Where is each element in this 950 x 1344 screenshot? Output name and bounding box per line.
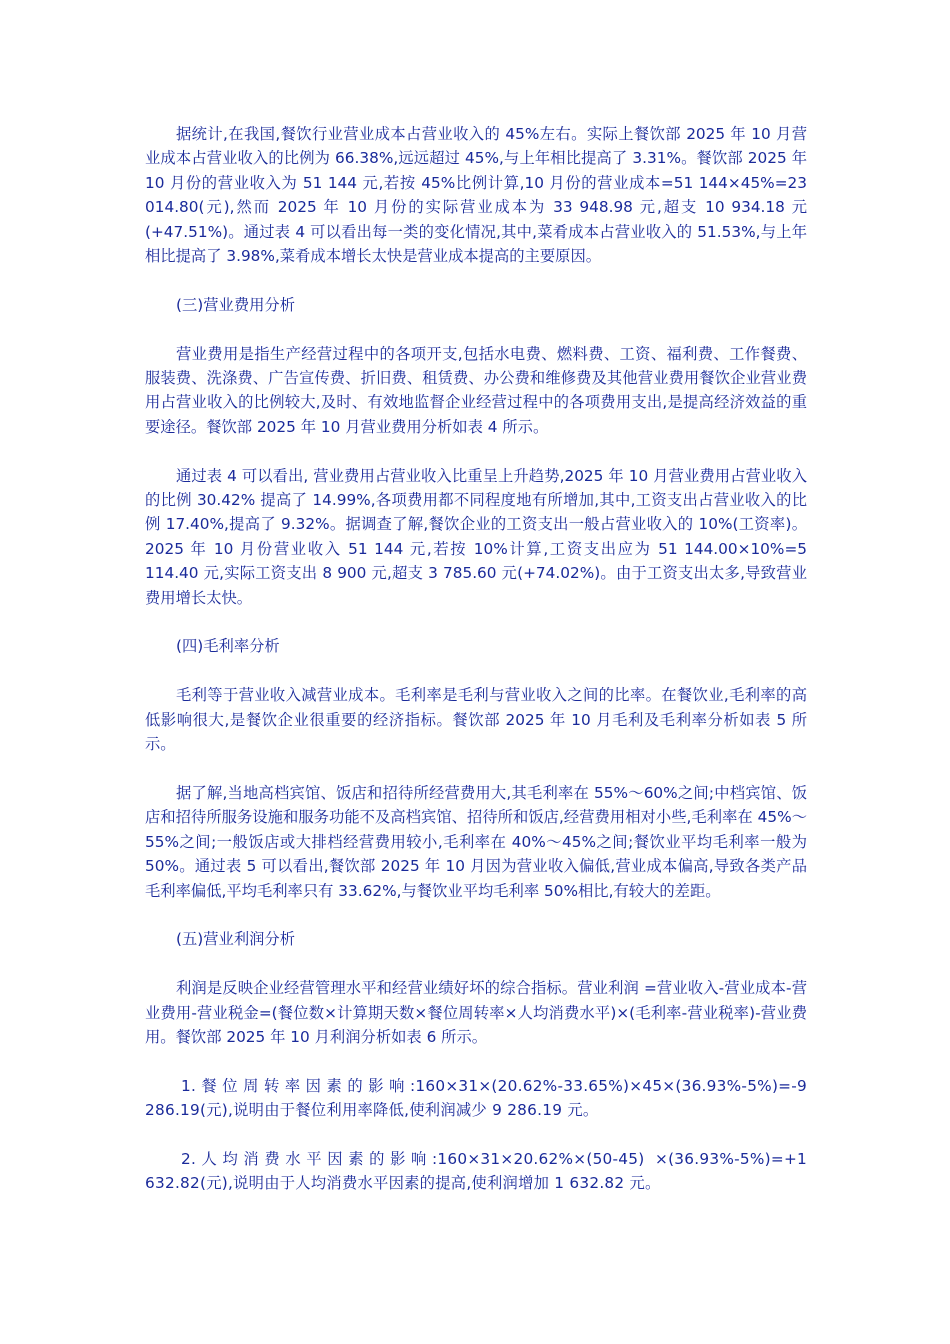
- list-item-seat-turnover-factor: 1.餐位周转率因素的影响:160×31×(20.62%-33.65%)×45×(36.93%-5%)=-9 286.19(元),说明由于餐位利用率降低,使利润减少 9 286.19 元。: [145, 1076, 807, 1120]
- section-heading-gross-margin: (四)毛利率分析: [176, 637, 280, 656]
- section-heading-operating-expenses: (三)营业费用分析: [176, 295, 296, 314]
- section-heading-operating-profit: (五)营业利润分析: [176, 930, 296, 949]
- paragraph-cost-analysis: 据统计,在我国,餐饮行业营业成本占营业收入的 45%左右。实际上餐饮部 2025 年 10 月营业成本占营业收入的比例为 66.38%,远远超过 45%,与上年相比提高了 3.31%。餐饮部 2025 年 10 月份的营业收入为 51 144 元,若按 45%比例计算,10 月份的营业成本=51 144×45%=23 014.80(元),然而 2025 年 10 月份的实际营业成本为 33 948.98 元,超支 10 934.18 元(+47.51%)。通过表 4 可以看出每一类的变化情况,其中,菜肴成本占营业收入的 51.53%,与上年相比提高了 3.98%,菜肴成本增长太快是营业成本提高的主要原因。: [145, 125, 807, 266]
- paragraph-gross-margin-analysis: 据了解,当地高档宾馆、饭店和招待所经营费用大,其毛利率在 55%～60%之间;中档宾馆、饭店和招待所服务设施和服务功能不及高档宾馆、招待所和饭店,经营费用相对小些,毛利率在 45%～55%之间;一般饭店或大排档经营费用较小,毛利率在 40%～45%之间;餐饮业平均毛利率一般为 50%。通过表 5 可以看出,餐饮部 2025 年 10 月因为营业收入偏低,营业成本偏高,导致各类产品毛利率偏低,平均毛利率只有 33.62%,与餐饮业平均毛利率 50%相比,有较大的差距。: [145, 783, 807, 900]
- document-body: [145, 122, 807, 1220]
- list-item-per-capita-spending-factor: 2.人均消费水平因素的影响:160×31×20.62%×(50-45) ×(36.93%-5%)=+1 632.82(元),说明由于人均消费水平因素的提高,使利润增加 1 632.82 元。: [145, 1149, 807, 1193]
- paragraph-gross-margin-definition: 毛利等于营业收入减营业成本。毛利率是毛利与营业收入之间的比率。在餐饮业,毛利率的高低影响很大,是餐饮企业很重要的经济指标。餐饮部 2025 年 10 月毛利及毛利率分析如表 5 所示。: [145, 686, 807, 754]
- paragraph-profit-definition: 利润是反映企业经营管理水平和经营业绩好坏的综合指标。营业利润 =营业收入-营业成本-营业费用-营业税金=(餐位数×计算期天数×餐位周转率×人均消费水平)×(毛利率-营业税率)-营业费用。餐饮部 2025 年 10 月利润分析如表 6 所示。: [145, 979, 807, 1046]
- paragraph-expense-analysis: 通过表 4 可以看出, 营业费用占营业收入比重呈上升趋势,2025 年 10 月营业费用占营业收入的比例 30.42% 提高了 14.99%,各项费用都不同程度地有所增加,其中,工资支出占营业收入的比例 17.40%,提高了 9.32%。据调查了解,餐饮企业的工资支出一般占营业收入的 10%(工资率)。2025 年 10 月份营业收入 51 144 元,若按 10%计算,工资支出应为 51 144.00×10%=5 114.40 元,实际工资支出 8 900 元,超支 3 785.60 元(+74.02%)。由于工资支出太多,导致营业费用增长太快。: [145, 466, 807, 607]
- paragraph-expense-definition: 营业费用是指生产经营过程中的各项开支,包括水电费、燃料费、工资、福利费、工作餐费、服装费、洗涤费、广告宣传费、折旧费、租赁费、办公费和维修费及其他营业费用餐饮企业营业费用占营业收入的比例较大,及时、有效地监督企业经营过程中的各项费用支出,是提高经济效益的重要途径。餐饮部 2025 年 10 月营业费用分析如表 4 所示。: [145, 344, 807, 436]
